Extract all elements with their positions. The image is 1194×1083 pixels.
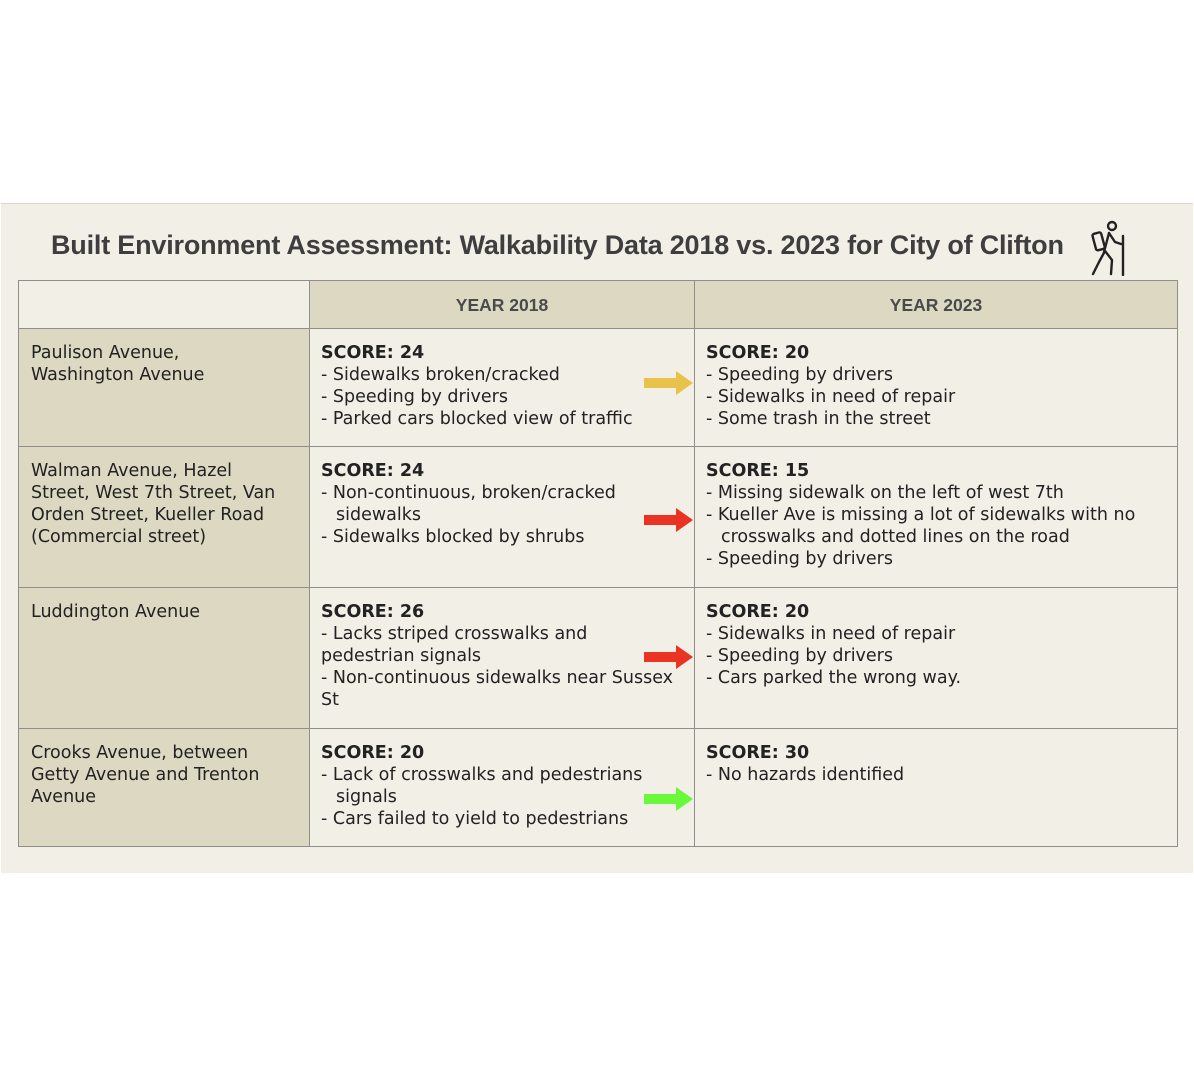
arrow-right-yellow-icon — [644, 370, 694, 396]
header-blank — [19, 281, 310, 329]
location-cell — [19, 329, 310, 447]
assessment-slide — [1, 203, 1193, 873]
table-row — [19, 588, 1178, 729]
year-2018-cell — [310, 588, 695, 729]
hazard-item: - Sidewalks in need of repair — [706, 624, 956, 644]
location-line: Paulison Avenue, — [31, 343, 180, 363]
location-line: Orden Street, Kueller Road — [31, 505, 265, 525]
location-cell — [19, 729, 310, 847]
location-line: Crooks Avenue, between — [31, 743, 249, 763]
hazard-item: - Lacks striped crosswalks and pedestrian signals — [321, 624, 588, 666]
page-title: Built Environment Assessment: Walkability Data 2018 vs. 2023 for City of Clifton — [51, 230, 1064, 260]
hazard-item: - Cars failed to yield to pedestrians — [321, 809, 629, 829]
walkability-table — [18, 280, 1178, 847]
hazard-item: - No hazards identified — [706, 765, 905, 785]
location-cell — [19, 588, 310, 729]
table-row — [19, 447, 1178, 588]
year-2018-cell — [310, 447, 695, 588]
location-line: Walman Avenue, Hazel — [31, 461, 233, 481]
score-2018: SCORE: 24 — [321, 461, 425, 481]
year-2023-cell — [695, 729, 1178, 847]
hazard-item: - Sidewalks blocked by shrubs — [321, 527, 585, 547]
score-2018: SCORE: 20 — [321, 743, 425, 763]
year-2018-cell — [310, 329, 695, 447]
hazard-item: - Cars parked the wrong way. — [706, 668, 962, 688]
header-row — [19, 281, 1178, 329]
year-2018-cell — [310, 729, 695, 847]
score-2018: SCORE: 26 — [321, 602, 425, 622]
hazard-item: - Non-continuous sidewalks near Sussex St — [321, 668, 674, 710]
score-2018: SCORE: 24 — [321, 343, 425, 363]
location-line: Luddington Avenue — [31, 602, 201, 622]
table-row — [19, 329, 1178, 447]
year-2023-cell — [695, 329, 1178, 447]
hiker-icon — [1087, 220, 1131, 276]
hazard-item: - Missing sidewalk on the left of west 7th — [706, 483, 1064, 503]
table-row — [19, 729, 1178, 847]
title-row — [1, 204, 1193, 280]
arrow-right-green-icon — [644, 786, 694, 812]
hazard-item: - Speeding by drivers — [706, 646, 893, 666]
hazard-item: - Kueller Ave is missing a lot of sidewalks with no crosswalks and dotted lines on the road — [706, 505, 1136, 547]
score-2023: SCORE: 30 — [706, 743, 810, 763]
year-2023-cell — [695, 588, 1178, 729]
hazard-item: - Speeding by drivers — [706, 365, 893, 385]
location-line: Avenue — [31, 787, 97, 807]
hazard-item: - Speeding by drivers — [706, 549, 893, 569]
arrow-right-red-icon — [644, 644, 694, 670]
year-2023-cell — [695, 447, 1178, 588]
score-2023: SCORE: 20 — [706, 602, 810, 622]
location-line: Washington Avenue — [31, 365, 205, 385]
hazard-item: - Sidewalks broken/cracked — [321, 365, 560, 385]
header-year-2018: YEAR 2018 — [310, 281, 695, 329]
header-year-2023: YEAR 2023 — [695, 281, 1178, 329]
hazard-item: - Sidewalks in need of repair — [706, 387, 956, 407]
location-line: (Commercial street) — [31, 527, 207, 547]
arrow-right-red-icon — [644, 507, 694, 533]
hazard-item: - Some trash in the street — [706, 409, 931, 429]
hazard-item: - Parked cars blocked view of traffic — [321, 409, 633, 429]
location-line: Street, West 7th Street, Van — [31, 483, 276, 503]
location-cell — [19, 447, 310, 588]
score-2023: SCORE: 20 — [706, 343, 810, 363]
hazard-item: - Lack of crosswalks and pedestrians signals — [321, 765, 643, 807]
hazard-item: - Speeding by drivers — [321, 387, 508, 407]
location-line: Getty Avenue and Trenton — [31, 765, 260, 785]
hazard-item: - Non-continuous, broken/cracked sidewalks — [321, 483, 616, 525]
score-2023: SCORE: 15 — [706, 461, 810, 481]
